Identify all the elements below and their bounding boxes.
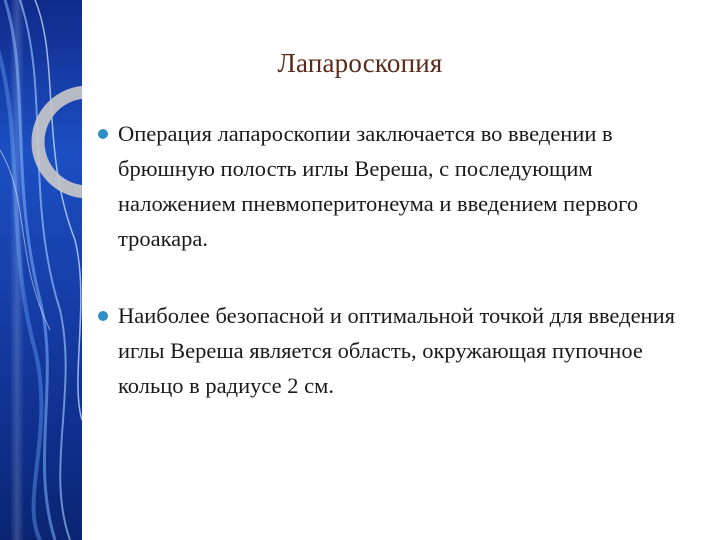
bullet-dot-icon [98,129,108,139]
bullet-item [98,116,688,256]
swirl-decoration [0,0,82,540]
bullet-dot-icon [98,311,108,321]
bullet-item [98,298,688,403]
slide-title: Лапароскопия [277,48,443,78]
bullet-list [98,116,688,403]
bullet-text: Операция лапароскопии заключается во введении в брюшную полость иглы Вереша, с последующим наложением пневмоперитонеума и введением первого троакара. [118,121,639,251]
decorative-side-panel [0,0,82,540]
bullet-text: Наиболее безопасной и оптимальной точкой для введения иглы Вереша является область, окружающая пупочное кольцо в радиусе 2 см. [118,303,675,398]
